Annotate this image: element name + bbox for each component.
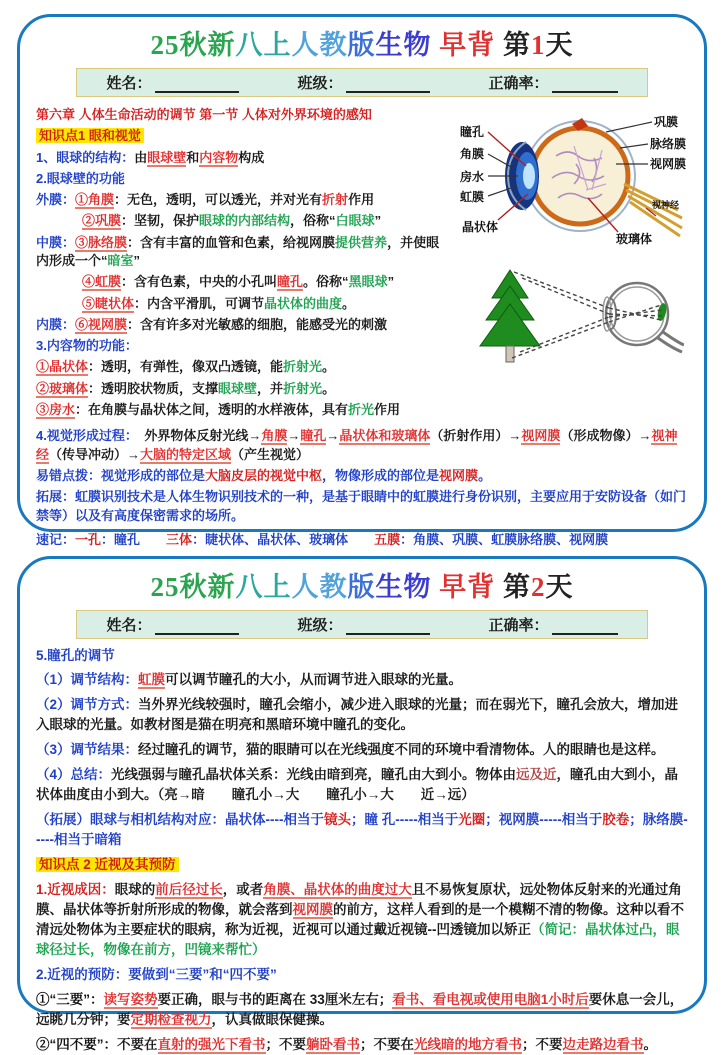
text-line: （1）调节结构：虹膜可以调节瞳孔的大小，从而调节进入眼球的光量。 [36,672,463,688]
mnemonic-line: 速记：一孔：瞳孔 三体：睫状体、晶状体、玻璃体 五膜：角膜、巩膜、虹膜脉络膜、视网膜 [36,531,609,547]
class-blank [346,618,430,635]
text-line: ②玻璃体：透明胶状物质，支撑眼球壁，并折射光。 [36,380,336,396]
text-line: 3.内容物的功能： [36,338,138,354]
label-optic-nerve: 视神经 [652,199,680,210]
label-vitreous-body: 玻璃体 [616,231,653,246]
name-field [106,614,238,635]
day1-title: 25秋新八上人教版生物 早背 第1天 [150,30,574,60]
tree-trunk [506,346,514,362]
label-cornea: 角膜 [460,146,485,161]
accuracy-blank [552,76,618,93]
pupil-regulation-heading: 5.瞳孔的调节 [36,647,115,663]
day2-form-band [76,610,648,639]
myopia-cause-line: 1.近视成因：眼球的前后径过长，或者角膜、晶状体的曲度过大且不易恢复原状，远处物体反射来的光通过角膜、晶状体等折射所形成的物像，就会落到视网膜的前方，这样人看到的是一个模糊不清的物像。这种以看不清远处物体为主要症状的眼病，称为近视，近视可以通过戴近视镜--凹透镜加以矫正（简记：晶状体过凸，眼球径过长，物像在前方，凹镜来帮忙） [36,881,684,958]
text-line: ③房水：在角膜与晶状体之间，透明的水样液体，具有折光作用 [36,401,401,417]
day1-card [17,14,707,547]
day1-figure-column [452,104,688,370]
accuracy-field [488,614,617,635]
text-line: 2.眼球壁的功能 [36,170,125,186]
text-line: 中膜：③脉络膜：含有丰富的血管和色素，给视网膜提供营养，并使眼内形成一个“暗室” [36,234,440,269]
name-field [106,72,238,93]
name-label: 姓名： [106,617,152,634]
text-line: ⑤睫状体：内含平滑肌，可调节晶状体的曲度。 [82,295,356,311]
label-retina: 视网膜 [650,156,687,171]
accuracy-label: 正确率： [488,617,549,634]
chapter-heading: 第六章 人体生命活动的调节 第一节 人体对外界环境的感知 [36,107,372,123]
class-label: 班级： [297,617,343,634]
day1-text-column [36,104,452,422]
accuracy-blank [552,618,618,635]
four-donts-line: ②“四不要”：不要在直射的强光下看书；不要躺卧看书；不要在光线暗的地方看书；不要边走路边看书。 [36,1036,657,1052]
text-line: 外膜：①角膜：无色，透明，可以透光，并对光有折射作用 [36,192,375,208]
class-field [297,72,429,93]
label-iris: 虹膜 [460,189,485,204]
accuracy-field [488,72,617,93]
optic-nerve-fibers [624,184,682,236]
extension-line: 拓展：虹膜识别技术是人体生物识别技术的一种，是基于眼睛中的虹膜进行身份识别，主要应用于安防设备（如门禁等）以及有高度保密需求的场所。 [36,489,687,523]
name-blank [155,618,239,635]
accuracy-label: 正确率： [488,75,549,92]
text-line: （4）总结：光线强弱与瞳孔晶状体关系：光线由暗到亮，瞳孔由大到小。物体由远及近，瞳孔由大到小，晶状体曲度由小到大。（亮→暗 瞳孔小→大 瞳孔小→大 近→远） [36,766,679,803]
day2-title: 25秋新八上人教版生物 早背 第2天 [150,572,574,602]
optic-nerve-tube [658,332,684,352]
text-line: ②巩膜：坚韧，保护眼球的内部结构，俗称“白眼球” [82,213,382,229]
eye-anatomy-diagram [456,106,688,248]
label-lens: 晶状体 [462,219,499,234]
class-label: 班级： [297,75,343,92]
image-formation-diagram [462,262,684,370]
day2-card [17,556,707,1052]
label-sclera: 巩膜 [654,114,679,129]
text-line: ④虹膜：含有色素，中央的小孔叫瞳孔。俗称“黑眼球” [82,274,395,290]
camera-analogy-line: （拓展）眼球与相机结构对应：晶状体----相当于镜头；瞳 孔-----相当于光圈；视网膜-----相当于胶卷；脉络膜-----相当于暗箱 [36,811,688,848]
text-line: （3）调节结果：经过瞳孔的调节，猫的眼睛可以在光线强度不同的环境中看清物体。人的眼睛也是这样。 [36,742,665,758]
class-blank [346,76,430,93]
knowledge-point-1-heading: 知识点1 眼和视觉 [36,127,452,146]
vision-process-line: 4.视觉形成过程： 外界物体反射光线→角膜→瞳孔→晶状体和玻璃体（折射作用）→视网膜（形成物像）→视神经（传导冲动）→大脑的特定区域（产生视觉） [36,427,678,462]
text-line: ①晶状体：透明，有弹性，像双凸透镜，能折射光。 [36,359,336,375]
label-aqueous-humor: 房水 [460,169,485,184]
knowledge-point-2-heading: 知识点 2 近视及其预防 [36,855,688,875]
name-blank [155,76,239,93]
text-line: 1、眼球的结构：由眼球壁和内容物构成 [36,149,265,165]
text-line: 内膜：⑥视网膜：含有许多对光敏感的细胞，能感受光的刺激 [36,316,388,332]
myopia-prevention-heading: 2.近视的预防：要做到“三要”和“四不要” [36,967,277,983]
class-field [297,614,429,635]
error-tip-line: 易错点拨：视觉形成的部位是大脑皮层的视觉中枢，物像形成的部位是视网膜。 [36,467,492,483]
name-label: 姓名： [106,75,152,92]
label-choroid: 脉络膜 [650,136,687,151]
label-pupil: 瞳孔 [460,124,485,139]
three-musts-line: ①“三要”：读写姿势要正确，眼与书的距离在 33厘米左右；看书、看电视或使用电脑1小时后要休息一会儿，远眺几分钟；要定期检查视力，认真做眼保健操。 [36,991,684,1028]
text-line: （2）调节方式：当外界光线较强时，瞳孔会缩小，减少进入眼球的光量；而在弱光下，瞳孔会放大，增加进入眼球的光量。如教材图是猫在明亮和黑暗环境中瞳孔的变化。 [36,697,679,733]
day1-form-band [76,68,648,97]
lens-shape [523,163,535,189]
